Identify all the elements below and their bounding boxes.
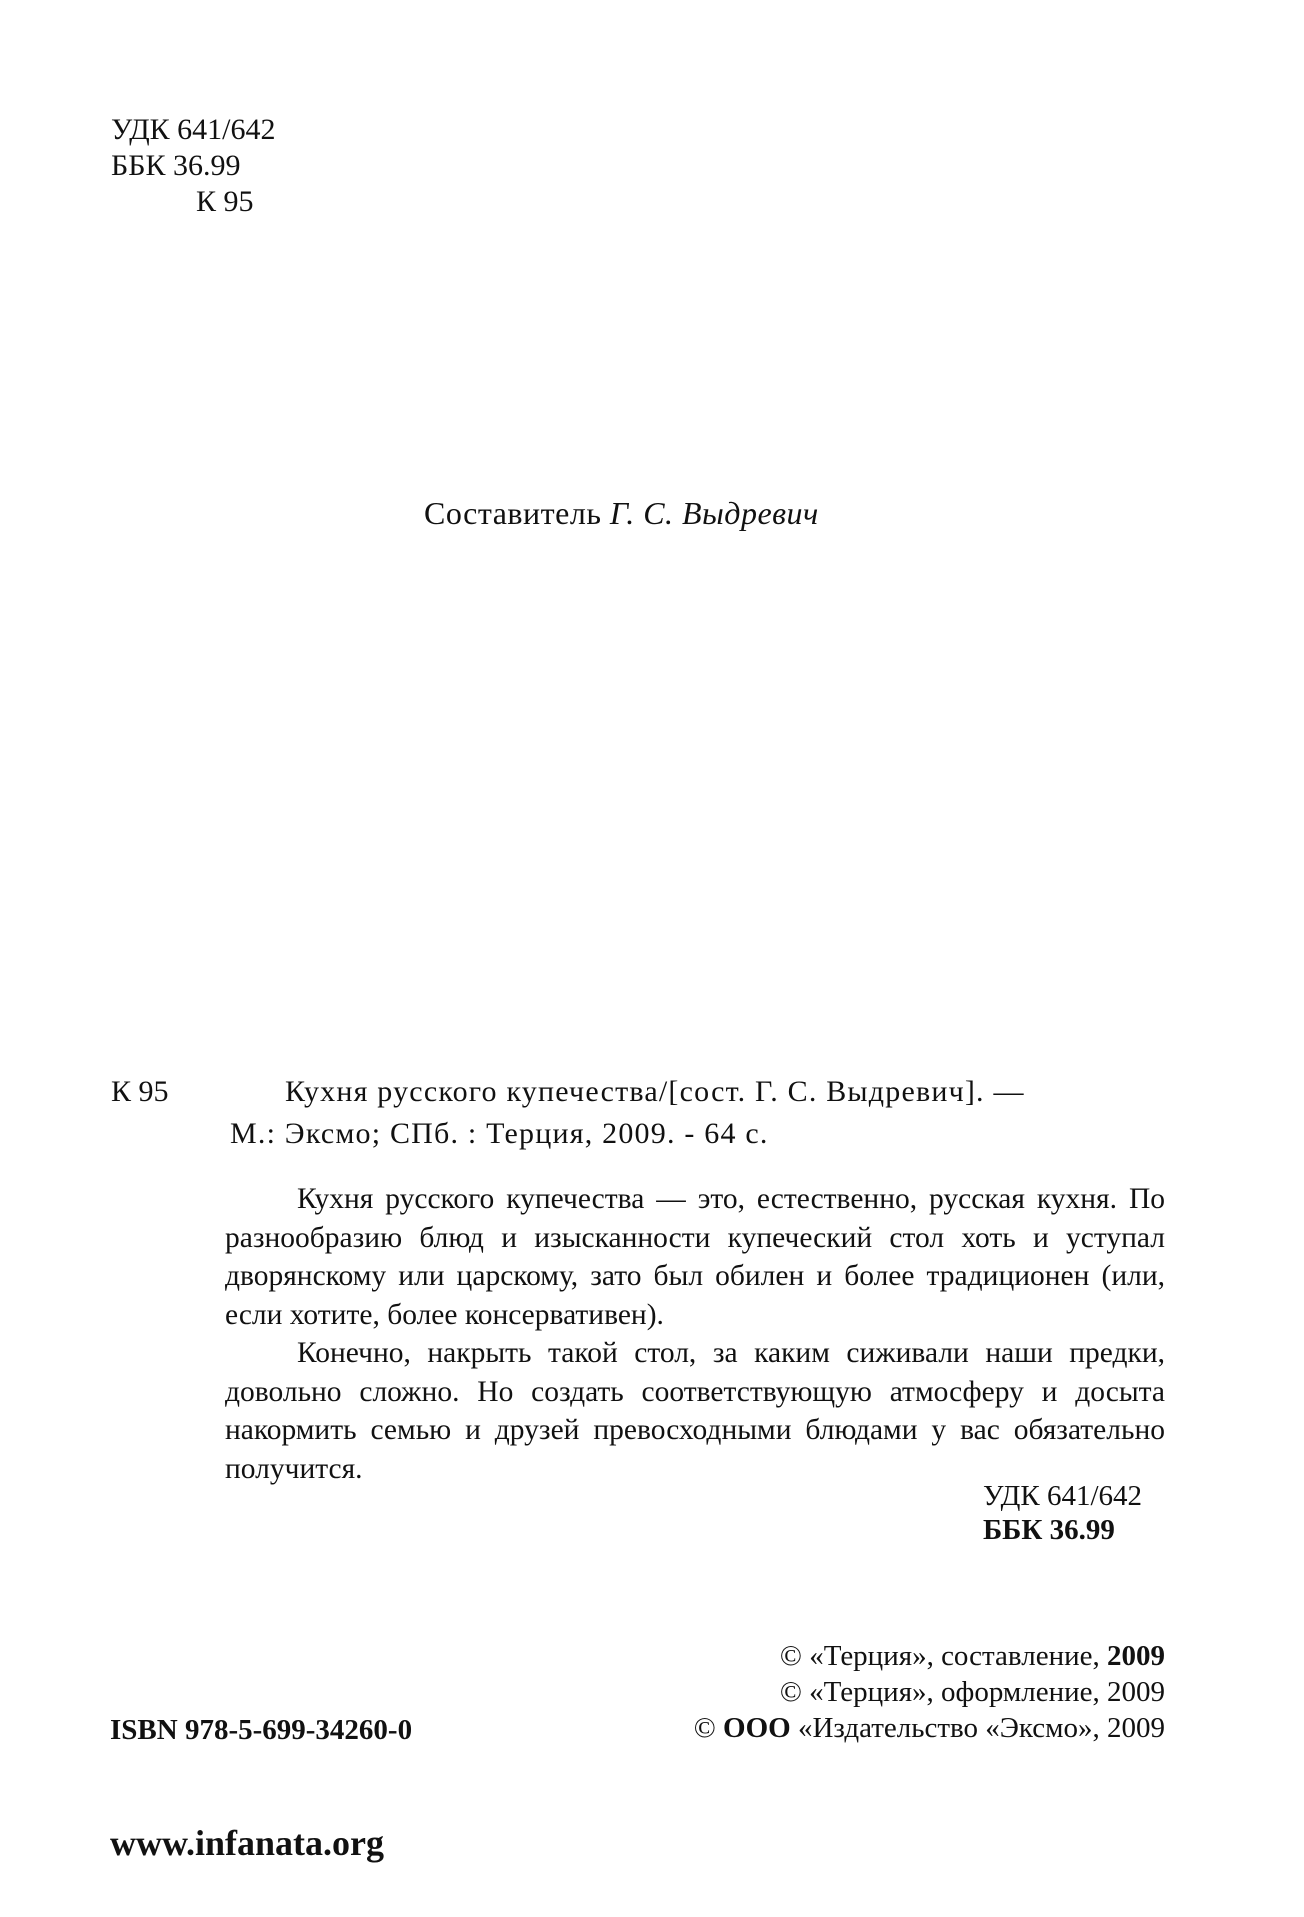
copyright-line-3-prefix: © xyxy=(693,1712,724,1744)
udk-code-bottom: УДК 641/642 xyxy=(983,1480,1143,1512)
isbn: ISBN 978-5-699-34260-0 xyxy=(110,1714,413,1746)
copyright-block xyxy=(694,1638,1165,1746)
copyright-line-1-year: 2009 xyxy=(1107,1640,1165,1672)
udk-code: УДК 641/642 xyxy=(111,113,276,146)
biblio-line-2: М.: Эксмо; СПб. : Терция, 2009. - 64 с. xyxy=(230,1117,769,1150)
bbk-code-bottom: ББК 36.99 xyxy=(983,1514,1115,1546)
copyright-line-3-company: ООО xyxy=(723,1712,791,1744)
author-mark: К 95 xyxy=(196,185,254,218)
copyright-line-2: © «Терция», оформление, 2009 xyxy=(779,1676,1165,1708)
compiler-line xyxy=(424,495,819,532)
compiler-name: Г. С. Выдревич xyxy=(609,495,819,531)
copyright-line-3-rest: «Издательство «Эксмо», 2009 xyxy=(790,1712,1165,1744)
annotation-paragraph-2: Конечно, накрыть такой стол, за каким сиживали наши предки, довольно сложно. Но создать соответствующую атмосферу и досыта накормить семью и друзей превосходными блюдами у вас обязательно получится. xyxy=(225,1337,1165,1485)
website-url: www.infanata.org xyxy=(110,1823,385,1863)
classification-bottom xyxy=(983,1479,1142,1547)
classification-block xyxy=(111,112,276,220)
copyright-line-1 xyxy=(694,1638,1165,1674)
copyright-line-1-text: © «Терция», составление, xyxy=(779,1640,1107,1672)
biblio-code: К 95 xyxy=(111,1075,169,1108)
annotation xyxy=(225,1180,1165,1488)
bbk-code: ББК 36.99 xyxy=(111,149,241,182)
biblio-line-1: Кухня русского купечества/[сост. Г. С. Выдревич]. — xyxy=(285,1075,1025,1108)
compiler-label: Составитель xyxy=(424,495,602,531)
annotation-paragraph-1: Кухня русского купечества — это, естественно, русская кухня. По разнообразию блюд и изысканности купеческий стол хоть и уступал дворянскому или царскому, зато был обилен и более традиционен (или, если хотите, более консервативен). xyxy=(225,1183,1165,1331)
copyright-line-3 xyxy=(694,1710,1165,1746)
